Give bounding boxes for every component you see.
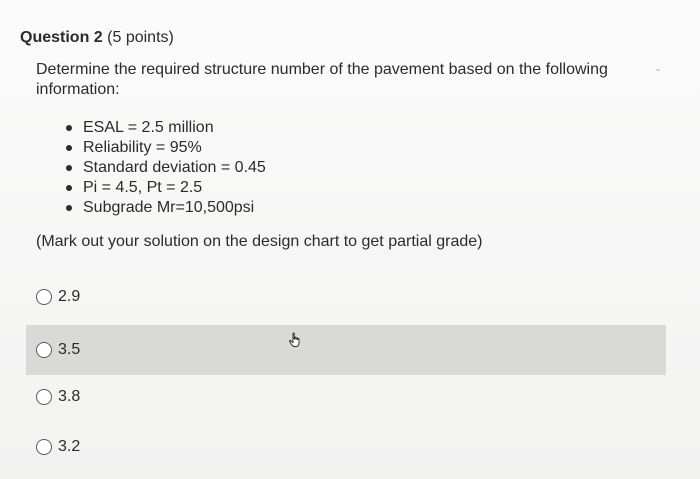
bullet-icon	[66, 205, 72, 211]
question-title: Question 2	[20, 29, 103, 46]
given-esal: ESAL = 2.5 million	[83, 119, 214, 136]
pointing-hand-cursor-icon	[287, 332, 303, 348]
option-label: 3.2	[58, 438, 81, 455]
given-info-list	[66, 118, 266, 218]
question-prompt: Determine the required structure number of the pavement based on the following information:	[36, 61, 608, 98]
bullet-icon	[66, 165, 72, 171]
bullet-icon	[66, 125, 72, 131]
given-subgrade: Subgrade Mr=10,500psi	[83, 199, 255, 216]
list-item	[66, 118, 266, 138]
list-item	[66, 178, 266, 198]
answer-option-4[interactable]	[26, 422, 666, 472]
question-header	[20, 29, 174, 47]
answer-option-2[interactable]	[26, 325, 666, 375]
given-serviceability: Pi = 4.5, Pt = 2.5	[83, 179, 203, 196]
given-reliability: Reliability = 95%	[83, 139, 202, 156]
given-std-deviation: Standard deviation = 0.45	[83, 159, 266, 176]
dash-mark: -	[656, 62, 660, 76]
option-label: 3.8	[58, 388, 81, 405]
bullet-icon	[66, 145, 72, 151]
bullet-icon	[66, 185, 72, 191]
option-label: 2.9	[58, 288, 81, 305]
answer-option-1[interactable]	[26, 272, 666, 322]
question-points: (5 points)	[107, 29, 174, 46]
radio-button[interactable]	[36, 289, 52, 305]
radio-button[interactable]	[36, 342, 52, 358]
answer-option-3[interactable]	[26, 372, 666, 422]
question-note: (Mark out your solution on the design chart to get partial grade)	[36, 233, 483, 250]
radio-button[interactable]	[36, 439, 52, 455]
list-item	[66, 198, 266, 218]
radio-button[interactable]	[36, 389, 52, 405]
list-item	[66, 158, 266, 178]
list-item	[66, 138, 266, 158]
option-label: 3.5	[58, 341, 81, 358]
